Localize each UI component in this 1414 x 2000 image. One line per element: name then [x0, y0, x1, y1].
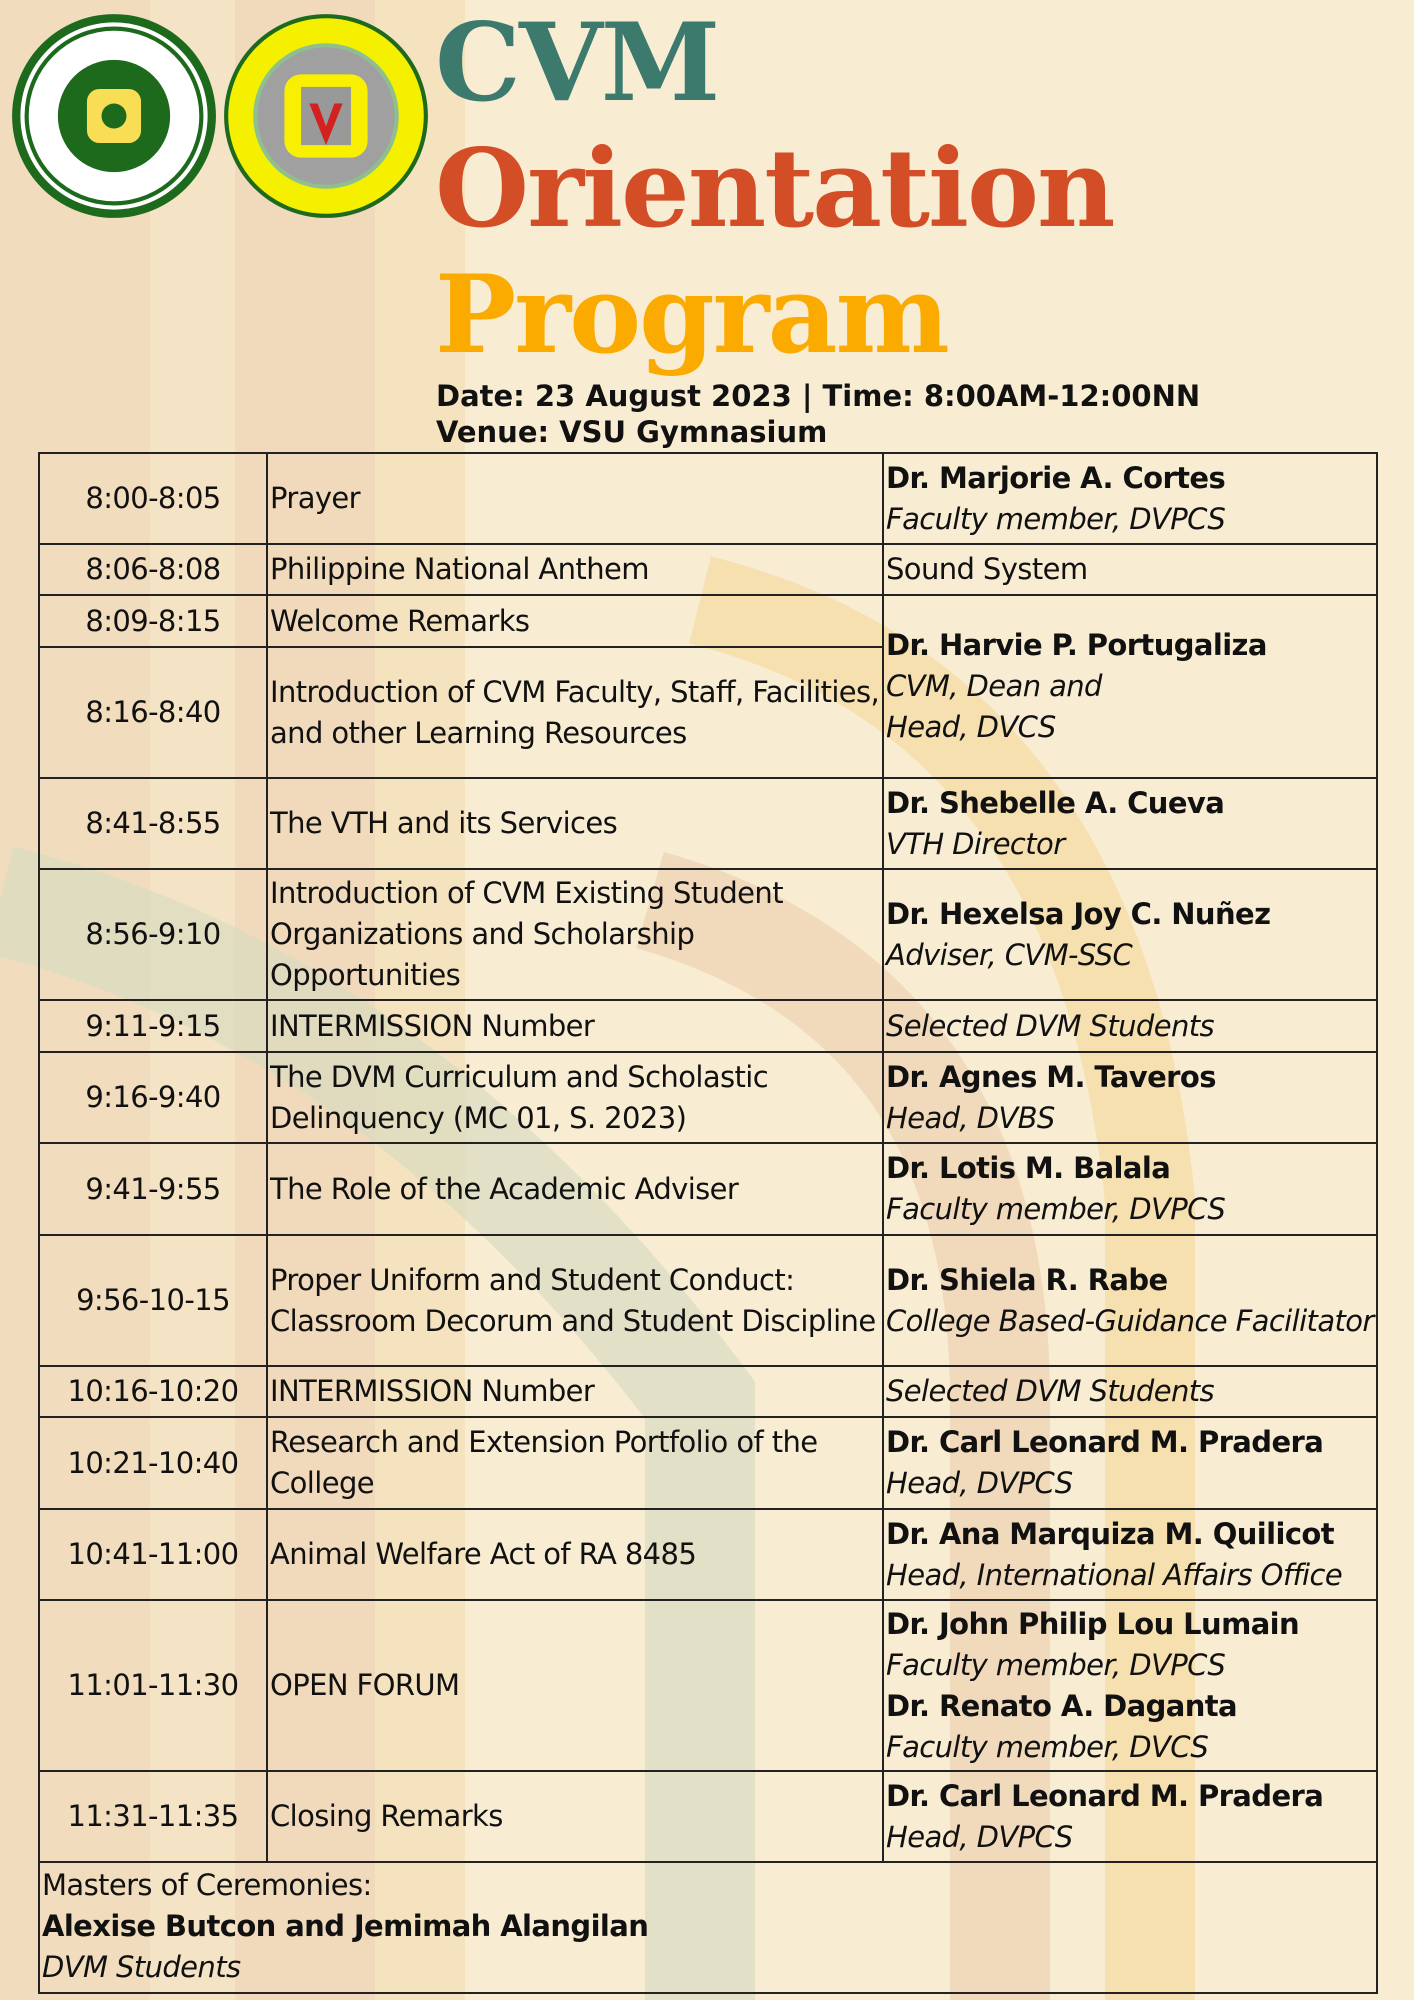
speaker-role: Faculty member, DVCS	[886, 1729, 1209, 1764]
speaker-role: Faculty member, DVPCS	[886, 1192, 1226, 1226]
speaker	[883, 595, 1377, 778]
date-time: Date: 23 August 2023 | Time: 8:00AM-12:00NN	[436, 379, 1201, 413]
speaker-name: Dr. Lotis M. Balala	[886, 1151, 1171, 1185]
speaker-role: Selected DVM Students	[886, 1008, 1215, 1043]
table-row	[39, 595, 1377, 647]
speaker	[883, 1000, 1377, 1052]
speaker	[883, 453, 1377, 544]
speaker	[883, 1143, 1377, 1235]
speaker-role: Adviser, CVM-SSC	[886, 937, 1133, 972]
speaker-role: Head, DVPCS	[886, 1819, 1073, 1854]
speaker: Sound System	[883, 544, 1377, 595]
time: 10:21-10:40	[39, 1417, 267, 1509]
table-row	[39, 1000, 1377, 1052]
speaker	[883, 1235, 1377, 1366]
speaker-role: Head, DVBS	[886, 1100, 1055, 1135]
title-cvm: CVM	[435, 0, 719, 126]
time: 8:00-8:05	[39, 453, 267, 544]
speaker	[883, 1417, 1377, 1509]
time: 8:06-8:08	[39, 544, 267, 595]
activity: Prayer	[267, 453, 883, 544]
table-row	[39, 1366, 1377, 1417]
speaker	[883, 1509, 1377, 1600]
activity: Research and Extension Portfolio of the College	[267, 1417, 883, 1509]
speaker-role: Head, DVPCS	[886, 1466, 1073, 1500]
table-row	[39, 1600, 1377, 1771]
table-row	[39, 778, 1377, 869]
speaker-role: Faculty member, DVPCS	[886, 1647, 1226, 1682]
time: 8:56-9:10	[39, 869, 267, 1000]
speaker	[883, 1771, 1377, 1862]
activity: OPEN FORUM	[267, 1600, 883, 1771]
speaker	[883, 1052, 1377, 1143]
table-row	[39, 1052, 1377, 1143]
time: 10:41-11:00	[39, 1509, 267, 1600]
activity: The Role of the Academic Adviser	[267, 1143, 883, 1235]
time: 10:16-10:20	[39, 1366, 267, 1417]
speaker-name: Dr. Carl Leonard M. Pradera	[886, 1425, 1324, 1459]
activity: The DVM Curriculum and Scholastic Delinquency (MC 01, S. 2023)	[267, 1052, 883, 1143]
emcees-label: Masters of Ceremonies:	[42, 1868, 372, 1902]
table-row	[39, 869, 1377, 1000]
activity: Animal Welfare Act of RA 8485	[267, 1509, 883, 1600]
time: 11:01-11:30	[39, 1600, 267, 1771]
speaker-name: Dr. Renato A. Daganta	[886, 1688, 1237, 1723]
speaker-name: Dr. Ana Marquiza M. Quilicot	[886, 1516, 1334, 1551]
speaker-name: Dr. Hexelsa Joy C. Nuñez	[886, 896, 1271, 931]
activity: Introduction of CVM Faculty, Staff, Facilities, and other Learning Resources	[267, 647, 883, 778]
time: 8:16-8:40	[39, 647, 267, 778]
emcees-names: Alexise Butcon and Jemimah Alangilan	[42, 1909, 649, 1943]
activity: The VTH and its Services	[267, 778, 883, 869]
speaker-name: Dr. Marjorie A. Cortes	[886, 460, 1226, 495]
table-row	[39, 1143, 1377, 1235]
activity: Introduction of CVM Existing Student Organizations and Scholarship Opportunities	[267, 869, 883, 1000]
activity: INTERMISSION Number	[267, 1366, 883, 1417]
time: 8:09-8:15	[39, 595, 267, 647]
speaker-name: Dr. Harvie P. Portugaliza	[886, 628, 1267, 662]
activity: INTERMISSION Number	[267, 1000, 883, 1052]
speaker-name: Dr. Agnes M. Taveros	[886, 1059, 1216, 1094]
table-row	[39, 1771, 1377, 1862]
speaker-role: VTH Director	[886, 826, 1065, 861]
speaker	[883, 1366, 1377, 1417]
time: 9:16-9:40	[39, 1052, 267, 1143]
table-row	[39, 1235, 1377, 1366]
speaker-role: Head, International Affairs Office	[886, 1557, 1343, 1592]
activity: Welcome Remarks	[267, 595, 883, 647]
time: 8:41-8:55	[39, 778, 267, 869]
activity: Philippine National Anthem	[267, 544, 883, 595]
speaker	[883, 778, 1377, 869]
speaker-name: Dr. Shiela R. Rabe	[886, 1262, 1168, 1297]
speaker-name: Dr. Carl Leonard M. Pradera	[886, 1778, 1324, 1813]
table-row	[39, 544, 1377, 595]
time: 9:56-10-15	[39, 1235, 267, 1366]
activity: Proper Uniform and Student Conduct: Classroom Decorum and Student Discipline	[267, 1235, 883, 1366]
table-row	[39, 1509, 1377, 1600]
speaker-role: Selected DVM Students	[886, 1374, 1215, 1408]
speaker-name: Dr. John Philip Lou Lumain	[886, 1606, 1300, 1641]
title-orientation: Orientation	[435, 126, 1114, 252]
speaker-role: Faculty member, DVPCS	[886, 501, 1226, 536]
venue: Venue: VSU Gymnasium	[436, 415, 828, 449]
table-row	[39, 453, 1377, 544]
speaker-role: College Based-Guidance Facilitator	[886, 1303, 1374, 1338]
time: 11:31-11:35	[39, 1771, 267, 1862]
emcees-role: DVM Students	[42, 1950, 241, 1984]
emcees-row	[39, 1862, 1377, 1993]
title-program: Program	[435, 252, 948, 378]
time: 9:11-9:15	[39, 1000, 267, 1052]
program-table	[38, 452, 1378, 1994]
table-row	[39, 1417, 1377, 1509]
speaker-role: CVM, Dean and	[886, 669, 1102, 703]
cvm-logo	[222, 12, 430, 220]
speaker-role: Head, DVCS	[886, 710, 1056, 744]
vsu-logo	[10, 12, 218, 220]
speaker	[883, 1600, 1377, 1771]
speaker-name: Dr. Shebelle A. Cueva	[886, 785, 1225, 820]
activity: Closing Remarks	[267, 1771, 883, 1862]
emcees	[39, 1862, 1377, 1993]
speaker	[883, 869, 1377, 1000]
time: 9:41-9:55	[39, 1143, 267, 1235]
